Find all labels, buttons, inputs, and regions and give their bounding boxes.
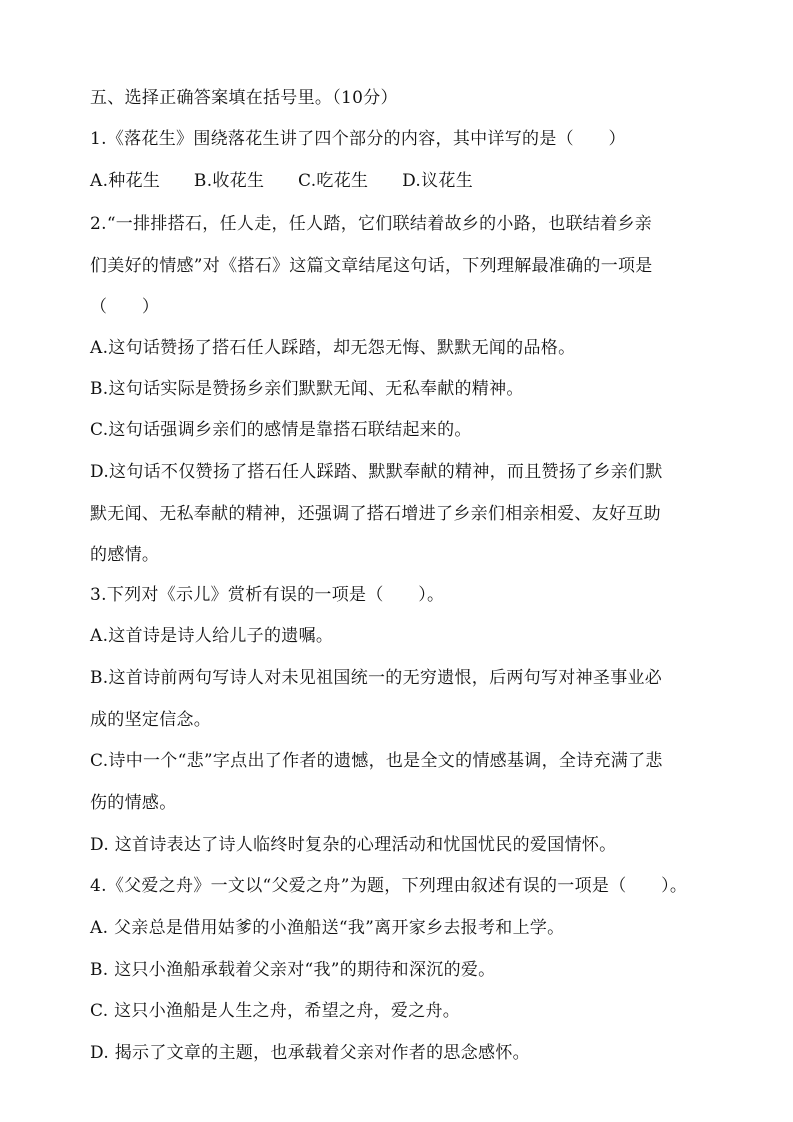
q1-option-a: A.种花生 <box>90 171 161 191</box>
question-3-stem: 3.下列对《示儿》赏析有误的一项是（ ）。 <box>90 585 445 605</box>
q2-option-b: B.这句话实际是赞扬乡亲们默默无闻、无私奉献的精神。 <box>90 379 524 399</box>
q1-option-b: B.收花生 <box>193 171 265 191</box>
q2-option-d-line-1: D.这句话不仅赞扬了搭石任人踩踏、默默奉献的精神，而且赞扬了乡亲们默 <box>90 462 663 482</box>
q1-option-c: C.吃花生 <box>298 171 369 191</box>
q2-option-a: A.这句话赞扬了搭石任人踩踏，却无怨无悔、默默无闻的品格。 <box>90 338 576 358</box>
q2-option-c: C.这句话强调乡亲们的感情是靠搭石联结起来的。 <box>90 420 472 440</box>
q4-option-a: A. 父亲总是借用姑爹的小渔船送“我”离开家乡去报考和上学。 <box>90 918 565 938</box>
question-4-stem: 4.《父爱之舟》一文以“父爱之舟”为题，下列理由叙述有误的一项是（ ）。 <box>90 876 688 896</box>
q4-option-b: B. 这只小渔船承载着父亲对“我”的期待和深沉的爱。 <box>90 960 496 980</box>
question-2-stem-line-1: 2.“一排排搭石，任人走，任人踏，它们联结着故乡的小路，也联结着乡亲 <box>90 214 653 234</box>
q4-option-c: C. 这只小渔船是人生之舟，希望之舟，爱之舟。 <box>90 1001 461 1021</box>
question-1-options <box>90 169 501 193</box>
question-2-stem-line-3: （ ） <box>90 297 160 317</box>
q3-option-b-line-2: 成的坚定信念。 <box>90 710 212 730</box>
q3-option-b-line-1: B.这首诗前两句写诗人对未见祖国统一的无穷遗恨，后两句写对神圣事业必 <box>90 668 663 688</box>
question-1-stem: 1.《落花生》围绕落花生讲了四个部分的内容，其中详写的是（ ） <box>90 129 626 149</box>
q3-option-c-line-2: 伤的情感。 <box>90 793 177 813</box>
section-title: 五、选择正确答案填在括号里。（10分） <box>90 88 398 108</box>
q1-option-d: D.议花生 <box>402 171 473 191</box>
q3-option-a: A.这首诗是诗人给儿子的遗嘱。 <box>90 626 334 646</box>
q3-option-d: D. 这首诗表达了诗人临终时复杂的心理活动和忧国忧民的爱国情怀。 <box>90 835 617 855</box>
q4-option-d: D. 揭示了文章的主题，也承载着父亲对作者的思念感怀。 <box>90 1043 530 1063</box>
q2-option-d-line-3: 的感情。 <box>90 545 160 565</box>
q2-option-d-line-2: 默无闻、无私奉献的精神，还强调了搭石增进了乡亲们相亲相爱、友好互助 <box>90 504 661 524</box>
q3-option-c-line-1: C.诗中一个“悲”字点出了作者的遗憾，也是全文的情感基调，全诗充满了悲 <box>90 751 663 771</box>
question-2-stem-line-2: 们美好的情感”对《搭石》这篇文章结尾这句话，下列理解最准确的一项是 <box>90 256 653 276</box>
